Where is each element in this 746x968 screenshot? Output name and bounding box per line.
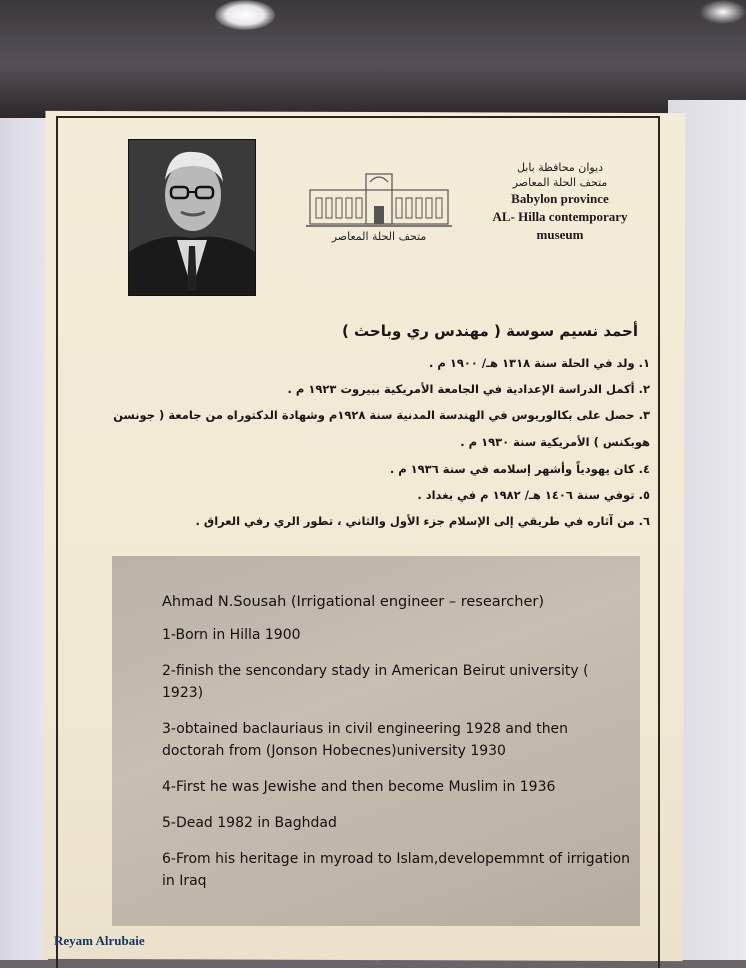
english-biography-panel (112, 556, 640, 926)
english-item: 5-Dead 1982 in Baghdad (162, 815, 337, 831)
english-item: 3-obtained baclauriaus in civil engineering 1928 and then doctorah from (Jonson Hobecnes)university 1930 (162, 721, 569, 759)
photo-credit: Reyam Alrubaie (54, 933, 145, 948)
header-arabic-line-2: متحف الحلة المعاصر (512, 176, 608, 189)
english-item: 4-First he was Jewishe and then become Muslim in 1936 (162, 779, 556, 795)
wall-left (0, 118, 48, 960)
header-english-line-2: AL- Hilla contemporary (492, 209, 628, 224)
arabic-biography (90, 322, 650, 534)
light-glare (215, 0, 275, 30)
arabic-item: ٣. حصل على بكالوريوس في الهندسة المدنية سنة ١٩٢٨م وشهادة الدكتوراه من جامعة ( جونسن هوبكنس ) الأمريكية سنة ١٩٣٠ م . (113, 408, 650, 449)
english-biography (162, 594, 632, 906)
arabic-item: ٥. توفي سنة ١٤٠٦ هـ/ ١٩٨٢ م في بغداد . (417, 488, 650, 502)
arabic-item: ٤. كان يهودياً وأشهر إسلامه في سنة ١٩٣٦ م . (389, 462, 650, 476)
header-arabic-line-1: ديوان محافظة بابل (516, 161, 604, 174)
portrait-photo (128, 139, 256, 296)
english-item: 1-Born in Hilla 1900 (162, 627, 301, 643)
header-english-line-3: museum (536, 227, 584, 242)
museum-building-icon (306, 168, 452, 230)
header-english-line-1: Babylon province (511, 191, 609, 206)
arabic-title: أحمد نسيم سوسة ( مهندس ري وباحث ) (341, 322, 638, 340)
arabic-item: ١. ولد في الحلة سنة ١٣١٨ هـ/ ١٩٠٠ م . (429, 356, 650, 370)
english-item: 2-finish the sencondary stady in American Beirut university ( 1923) (162, 663, 589, 701)
arabic-item: ٢. أكمل الدراسة الإعدادية في الجامعة الأمريكية ببيروت ١٩٢٣ م . (287, 382, 650, 396)
english-item: 6-From his heritage in myroad to Islam,developemmnt of irrigation in Iraq (162, 851, 631, 889)
portrait-drawing (129, 140, 255, 295)
light-glare (700, 0, 746, 24)
english-title: Ahmad N.Sousah (Irrigational engineer – researcher) (162, 594, 544, 610)
arabic-item: ٦. من آثاره في طريقي إلى الإسلام جزء الأول والثاني ، تطور الري رفي العراق . (195, 514, 650, 528)
logo-caption: متحف الحلة المعاصر (331, 230, 427, 243)
picture-frame-top (0, 0, 746, 118)
museum-logo (306, 168, 452, 252)
header-institution (470, 160, 650, 244)
